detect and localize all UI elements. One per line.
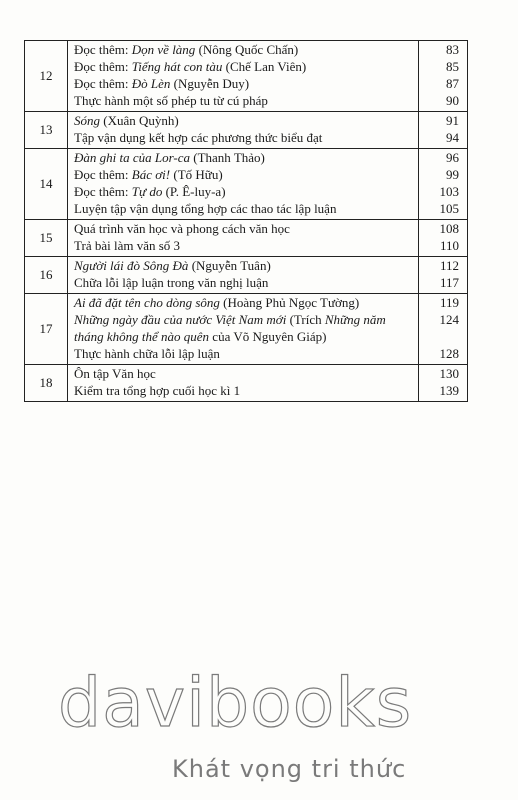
lesson-title-line — [74, 295, 412, 312]
toc-week-row — [25, 365, 468, 402]
lesson-title-line — [74, 346, 412, 363]
lesson-title-line — [74, 366, 412, 383]
lesson-title-line — [74, 42, 412, 59]
lesson-title-line — [74, 130, 412, 147]
page-numbers — [419, 149, 468, 220]
lesson-text: (Tố Hữu) — [170, 167, 223, 182]
page-number: 91 — [446, 113, 459, 128]
lesson-text: Đọc thêm: — [74, 184, 132, 199]
lesson-title-line — [74, 113, 412, 130]
page-number: 87 — [446, 76, 459, 91]
work-title: Bác ơi! — [131, 167, 171, 182]
work-title: Những năm — [324, 312, 386, 327]
lesson-text: Đọc thêm: — [74, 59, 132, 74]
lesson-text: Quá trình văn học và phong cách văn học — [74, 221, 290, 236]
lesson-text: Thực hành chữa lỗi lập luận — [74, 346, 220, 361]
page-number: 119 — [439, 295, 459, 310]
brand-tagline: Khát vọng tri thức — [172, 755, 407, 783]
page-numbers — [419, 41, 468, 112]
lesson-title-line — [74, 150, 412, 167]
page-number: 112 — [439, 258, 459, 273]
lesson-title-line — [74, 383, 412, 400]
lesson-title-line — [74, 258, 412, 275]
toc-week-row — [25, 220, 468, 257]
page-numbers — [419, 112, 468, 149]
lesson-titles — [68, 149, 419, 220]
page-number: 108 — [439, 221, 459, 236]
lesson-titles — [68, 112, 419, 149]
page-number: 90 — [446, 93, 459, 108]
work-title: Tự do — [131, 184, 163, 199]
table-of-contents — [24, 40, 468, 402]
page-number: 96 — [446, 150, 459, 165]
work-title: Đàn ghi ta của Lor-ca — [74, 150, 191, 165]
page-number: 110 — [439, 238, 459, 253]
lesson-text: (Nông Quốc Chấn) — [195, 42, 299, 57]
lesson-text: Luyện tập vận dụng tổng hợp các thao tác lập luận — [74, 201, 337, 216]
work-title: Người lái đò Sông Đà — [74, 258, 189, 273]
work-title: Tiếng hát con tàu — [131, 59, 223, 74]
page-number: 128 — [439, 346, 459, 361]
page-number: 124 — [439, 312, 459, 327]
lesson-text: (Chế Lan Viên) — [222, 59, 307, 74]
page-number: 105 — [439, 201, 459, 216]
lesson-titles — [68, 41, 419, 112]
week-number: 16 — [25, 257, 68, 294]
work-title: Đò Lèn — [131, 76, 171, 91]
work-title: Ai đã đặt tên cho dòng sông — [74, 295, 220, 310]
lesson-text: (Xuân Quỳnh) — [100, 113, 179, 128]
page-numbers — [419, 365, 468, 402]
week-number: 12 — [25, 41, 68, 112]
lesson-text: của Võ Nguyên Giáp) — [209, 329, 327, 344]
lesson-text: (Nguyễn Duy) — [170, 76, 250, 91]
lesson-text: Đọc thêm: — [74, 42, 132, 57]
lesson-title-line — [74, 238, 412, 255]
lesson-text: Thực hành một số phép tu từ cú pháp — [74, 93, 268, 108]
lesson-title-line — [74, 76, 412, 93]
page-numbers — [419, 220, 468, 257]
lesson-text: (Nguyễn Tuân) — [188, 258, 271, 273]
lesson-titles — [68, 365, 419, 402]
lesson-title-line — [74, 184, 412, 201]
lesson-text: (P. Ê-luy-a) — [162, 184, 226, 199]
page-number — [419, 329, 459, 346]
davibooks-logo-watermark: davibooks — [58, 664, 413, 743]
work-title: Sóng — [74, 113, 100, 128]
toc-week-row — [25, 41, 468, 112]
lesson-title-line — [74, 221, 412, 238]
lesson-text: (Thanh Thảo) — [190, 150, 265, 165]
lesson-text: Tập vận dụng kết hợp các phương thức biểu đạt — [74, 130, 323, 145]
page-number: 139 — [439, 383, 459, 398]
page-numbers — [419, 257, 468, 294]
week-number: 17 — [25, 294, 68, 365]
lesson-text: Kiểm tra tổng hợp cuối học kì 1 — [74, 383, 241, 398]
work-title: tháng không thể nào quên — [74, 329, 210, 344]
lesson-title-line — [74, 167, 412, 184]
page-number: 85 — [446, 59, 459, 74]
toc-week-row — [25, 149, 468, 220]
lesson-title-line — [74, 93, 412, 110]
page-number: 94 — [446, 130, 459, 145]
lesson-title-line — [74, 59, 412, 76]
lesson-title-line — [74, 201, 412, 218]
lesson-text: Chữa lỗi lập luận trong văn nghị luận — [74, 275, 269, 290]
lesson-text: Trả bài làm văn số 3 — [74, 238, 181, 253]
lesson-titles — [68, 294, 419, 365]
page-number: 83 — [446, 42, 459, 57]
page-number: 99 — [446, 167, 459, 182]
work-title: Dọn về làng — [131, 42, 196, 57]
page-number: 117 — [439, 275, 459, 290]
lesson-titles — [68, 220, 419, 257]
page-number: 130 — [439, 366, 459, 381]
week-number: 14 — [25, 149, 68, 220]
lesson-title-line — [74, 312, 412, 329]
lesson-text: (Trích — [286, 312, 325, 327]
page-number: 103 — [439, 184, 459, 199]
lesson-title-line — [74, 329, 412, 346]
work-title: Những ngày đầu của nước Việt Nam mới — [74, 312, 287, 327]
toc-week-row — [25, 112, 468, 149]
week-number: 15 — [25, 220, 68, 257]
lesson-titles — [68, 257, 419, 294]
toc-week-row — [25, 257, 468, 294]
week-number: 13 — [25, 112, 68, 149]
lesson-text: (Hoàng Phủ Ngọc Tường) — [219, 295, 360, 310]
lesson-text: Đọc thêm: — [74, 167, 132, 182]
page-numbers — [419, 294, 468, 365]
lesson-text: Ôn tập Văn học — [74, 366, 156, 381]
lesson-title-line — [74, 275, 412, 292]
lesson-text: Đọc thêm: — [74, 76, 132, 91]
week-number: 18 — [25, 365, 68, 402]
toc-week-row — [25, 294, 468, 365]
